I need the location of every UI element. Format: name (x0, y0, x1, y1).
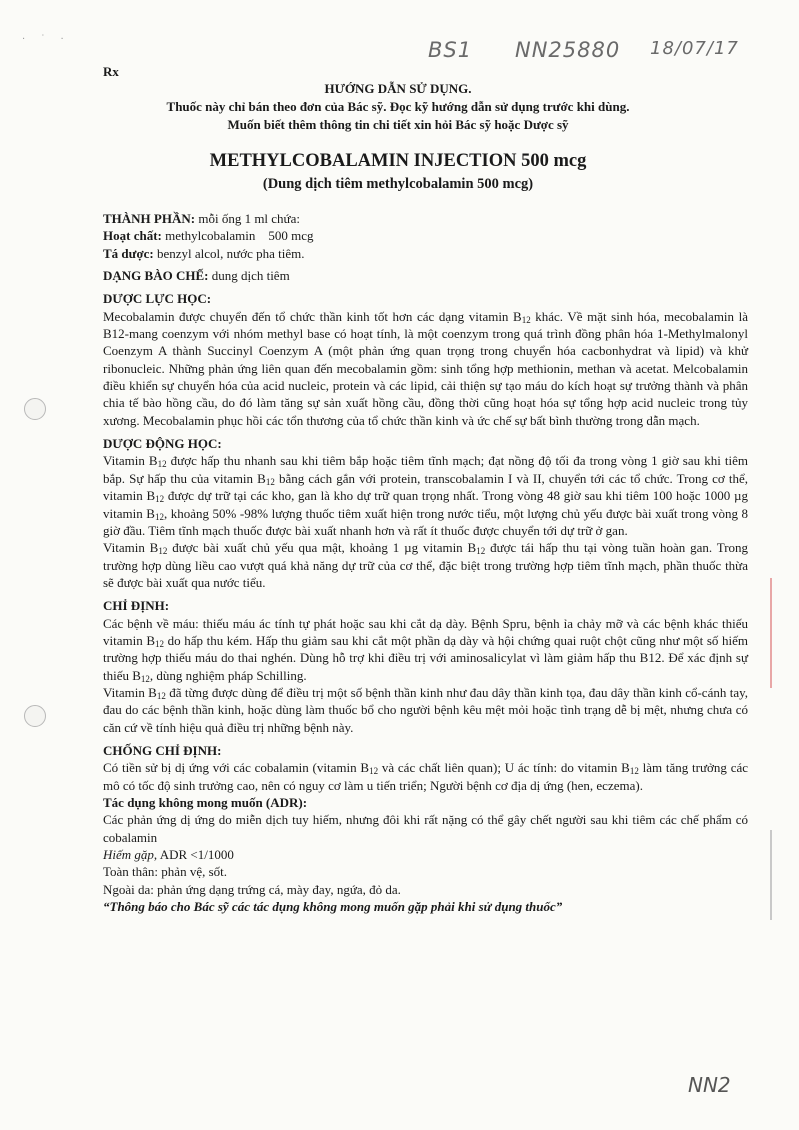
adr-rare-line (103, 846, 748, 863)
adr-text: Các phản ứng dị ứng do miễn dịch tuy hiếm, nhưng đôi khi rất nặng có thể gây chết người sau khi tiêm các chế phẩm có cobalamin (103, 812, 748, 845)
document-body (103, 210, 748, 915)
contraindications-text: Có tiền sử bị dị ứng với các cobalamin (vitamin $B_{12}$ và các chất liên quan); U ác tính: do vitamin $B_{12}$ làm tăng trưởng các mô có tốc độ sinh trưởng cao, nên có nguy cơ làm u tiến triển; Người bệnh cơ địa dị ứng (hen, eczema). (103, 760, 749, 793)
pharmacodynamics-heading: DƯỢC LỰC HỌC: (103, 291, 212, 307)
pharmacodynamics-text: Mecobalamin được chuyển đến tổ chức thần kinh tốt hơn các dạng vitamin $B_{12}$ khác. Về mặt sinh hóa, mecobalamin là B12-mang coenzym với nhóm methyl base có hoạt tính, là một coenzym trong quá trình đồng phân hóa 1-Methylmalonyl Coenzym A thành Succinyl Coenzym A (một phản ứng quan trọng trong chuyển hóa cacbonhydrat và lipid) và khử ribonucleic. Những phản ứng liên quan đến mecobalamin gồm: sinh tổng hợp methionin, methan và acetat. Melcobalamin điều khiển sự chuyển hóa của acid nucleic, protein và các lipid, cải thiện sự tạo máu do kích hoạt sự trưởng thành và phân chia tế bào hồng cầu, do đó làm tăng sự sản xuất hồng cầu, đồng thời cũng hoạt hóa sự tổng hợp acid nucleic trong tủy xương. Mecobalamin phục hồi các tổn thương của tổ chức thần kinh và ức chế sự bất bình thường trong dẫn mạch. (103, 308, 749, 428)
composition-label: THÀNH PHẦN: (103, 211, 196, 226)
excipient-line (103, 245, 748, 262)
product-title: METHYLCOBALAMIN INJECTION 500 mcg (209, 151, 587, 171)
side-stamp-grey (770, 830, 796, 920)
handwritten-code-1: BS1 (428, 38, 473, 62)
contraindications-heading: CHỐNG CHỈ ĐỊNH: (103, 742, 222, 758)
header (103, 80, 693, 134)
header-warning: Thuốc này chỉ bán theo đơn của Bác sỹ. Đọc kỹ hướng dẫn sử dụng trước khi dùng. (166, 99, 630, 114)
handwritten-date: 18/07/17 (650, 38, 739, 59)
scan-specks: · ˙ · (22, 34, 70, 45)
pharmacokinetics-paragraph-1: Vitamin $B_{12}$ được hấp thu nhanh sau khi tiêm bắp hoặc tiêm tĩnh mạch; đạt nồng độ tối đa trong vòng 1 giờ sau khi tiêm bắp. Sự hấp thu của vitamin $B_{12}$ bằng cách gắn với protein, transcobalamin I và II, chuyển tới các tổ chức. Trong cơ thể, vitamin $B_{12}$ được dự trữ tại các kho, gan là kho dự trữ quan trọng nhất. Trong vòng 48 giờ sau khi tiêm 100 hoặc 1000 µg vitamin $B_{12}$, khoảng 50% -98% lượng thuốc tiêm xuất hiện trong nước tiểu, một lượng chủ yếu được bài xuất trong vòng 8 giờ đầu. Tiêm tĩnh mạch thuốc được bài xuất nhanh hơn và rất ít thuốc được chuyển tới dự trữ ở gan. (103, 453, 749, 538)
active-label: Hoạt chất: (103, 228, 162, 244)
dosage-form-text: dung dịch tiêm (208, 268, 290, 284)
handwritten-initials: NN2 (688, 1073, 731, 1097)
adr-rare-text: , ADR <1/1000 (153, 847, 234, 863)
adr-skin: Ngoài da: phản ứng dạng trứng cá, mày đay, ngứa, đỏ da. (103, 881, 401, 897)
punch-hole-lower (24, 705, 46, 727)
composition-text: mỗi ống 1 ml chứa: (195, 211, 300, 226)
adr-heading: Tác dụng không mong muốn (ADR): (103, 795, 308, 810)
dosage-form-label: DẠNG BÀO CHẾ: (103, 268, 209, 284)
side-stamp-red (770, 578, 796, 688)
indications-paragraph-2: Vitamin $B_{12}$ đã từng được dùng để điều trị một số bệnh thần kinh như đau dây thần kinh tọa, đau dây thần kinh cổ-cánh tay, đau do các bệnh thần kinh, hoặc dùng làm thuốc bổ cho người bệnh kêu mệt mỏi hoặc tình trạng dễ bị mệt, nhưng chưa có căn cứ về tính hiệu quả điều trị những bệnh này. (103, 684, 748, 735)
indications-heading: CHỈ ĐỊNH: (103, 598, 170, 614)
pharmacokinetics-heading: DƯỢC ĐỘNG HỌC: (103, 436, 222, 452)
active-text: methylcobalamin 500 mcg (161, 228, 314, 244)
excipient-label: Tá dược: (103, 245, 154, 261)
rx-mark: Rx (103, 64, 119, 79)
header-title: HƯỚNG DẪN SỬ DỤNG. (324, 81, 472, 96)
pharmacokinetics-paragraph-2: Vitamin $B_{12}$ được bài xuất chủ yếu qua mật, khoảng 1 µg vitamin $B_{12}$ được tái hấp thu tại vòng tuần hoàn gan. Trong trường hợp dùng liều cao vượt quá khả năng dự trữ của cơ thể, đặc biệt trong trường hợp tiêm tĩnh mạch, phần thuốc thừa sẽ được bài xuất qua nước tiểu. (103, 540, 749, 590)
handwritten-code-2: NN25880 (515, 38, 621, 62)
product-subtitle: (Dung dịch tiêm methylcobalamin 500 mcg) (262, 176, 534, 192)
adr-notice: “Thông báo cho Bác sỹ các tác dụng không mong muốn gặp phải khi sử dụng thuốc” (103, 899, 563, 915)
composition-line (103, 210, 748, 227)
indications-paragraph-1: Các bệnh về máu: thiếu máu ác tính tự phát hoặc sau khi cắt dạ dày. Bệnh Spru, bệnh ỉa chảy mỡ và các bệnh khác thiếu vitamin $B_{12}$ do hấp thu kém. Hấp thu giảm sau khi cắt một phần dạ dày và hội chứng quai ruột chột cũng như một số hiếm trường hợp thiếu máu do thai nghén. Dùng hỗ trợ khi điều trị với aminosalicylat vì làm giảm hấp thu B12. Để xác định sự thiếu $B_{12}$, dùng nghiệm pháp Schilling. (103, 615, 748, 684)
excipient-text: benzyl alcol, nước pha tiêm. (153, 245, 305, 261)
active-ingredient-line (103, 227, 748, 244)
punch-hole-upper (24, 398, 46, 420)
adr-rare-label: Hiếm gặp (103, 847, 154, 863)
header-info: Muốn biết thêm thông tin chi tiết xin hỏi Bác sỹ hoặc Dược sỹ (227, 117, 569, 132)
dosage-form-line (103, 267, 748, 284)
adr-systemic: Toàn thân: phản vệ, sốt. (103, 864, 228, 880)
